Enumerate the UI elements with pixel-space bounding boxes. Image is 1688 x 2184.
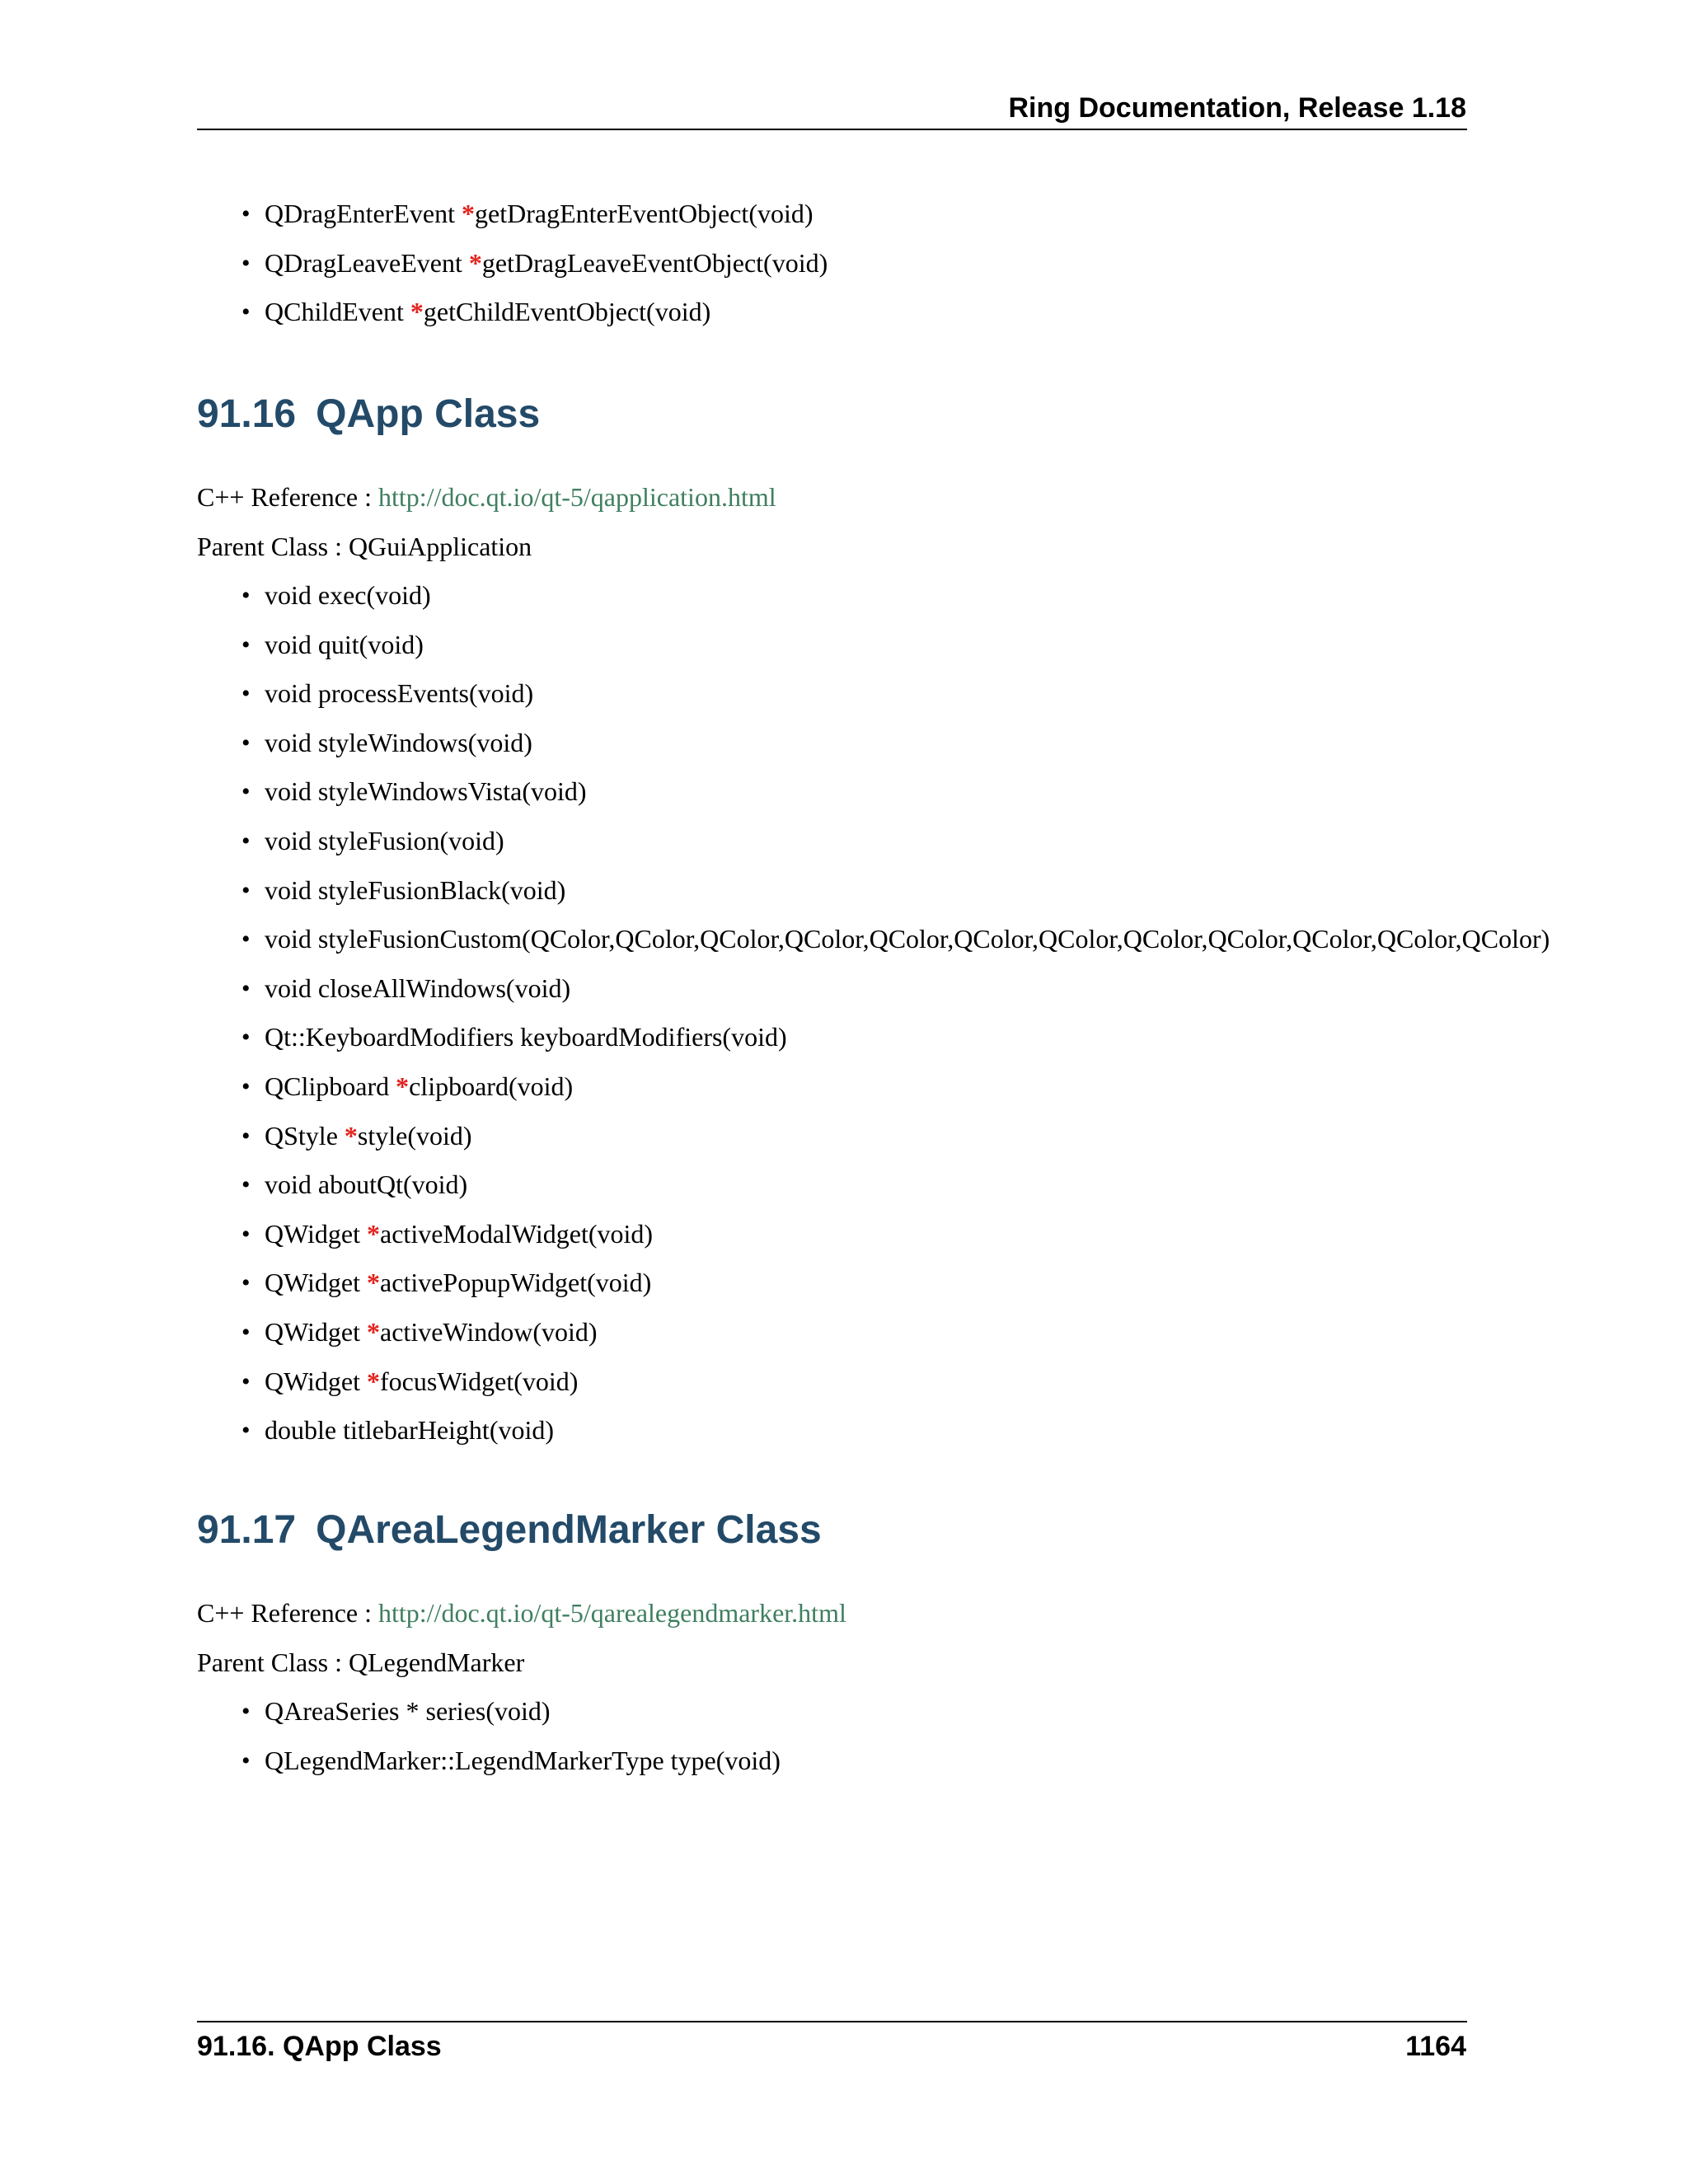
- method-signature: type(void): [670, 1745, 781, 1775]
- method-return-type: void: [265, 580, 312, 610]
- footer-section-title: 91.16. QApp Class: [197, 2031, 442, 2062]
- method-list-item: [241, 1160, 1550, 1210]
- method-signature: activeModalWidget(void): [380, 1218, 654, 1249]
- method-signature: titlebarHeight(void): [343, 1415, 555, 1446]
- method-signature: style(void): [357, 1120, 472, 1151]
- footer-divider: [197, 2021, 1467, 2022]
- cpp-reference-link[interactable]: http://doc.qt.io/qt-5/qapplication.html: [378, 482, 776, 512]
- method-list-item: [241, 1736, 781, 1786]
- method-list-item: [241, 1357, 1550, 1407]
- parent-class-label: Parent Class :: [197, 532, 342, 561]
- method-signature: exec(void): [317, 580, 431, 610]
- pointer-asterisk: *: [367, 1316, 381, 1347]
- method-signature: getDragLeaveEventObject(void): [481, 247, 828, 278]
- method-list-item: [241, 767, 1550, 817]
- method-return-type: QStyle: [265, 1120, 338, 1151]
- method-return-type: void: [265, 825, 312, 855]
- method-signature: keyboardModifiers(void): [520, 1022, 787, 1052]
- pointer-asterisk: *: [344, 1120, 358, 1151]
- method-return-type: void: [265, 924, 312, 954]
- method-list-item: [241, 964, 1550, 1014]
- method-list-item: [241, 1062, 1550, 1112]
- method-return-type: void: [265, 1169, 312, 1200]
- method-return-type: QLegendMarker::LegendMarkerType: [265, 1745, 664, 1775]
- method-signature: focusWidget(void): [380, 1366, 579, 1396]
- method-return-type: QChildEvent: [265, 297, 404, 327]
- method-return-type: void: [265, 972, 312, 1003]
- method-return-type: QClipboard: [265, 1071, 390, 1101]
- pointer-asterisk: *: [367, 1366, 381, 1396]
- section-number: 91.16: [197, 392, 297, 436]
- method-signature: styleFusion(void): [317, 825, 504, 855]
- method-list-item: [241, 1406, 1550, 1455]
- method-signature: aboutQt(void): [317, 1169, 468, 1200]
- cpp-reference-label: C++ Reference :: [197, 482, 372, 512]
- method-list-item: [241, 817, 1550, 866]
- method-signature: activePopupWidget(void): [380, 1268, 652, 1298]
- pointer-asterisk: *: [468, 247, 482, 278]
- method-list-item: [241, 669, 1550, 719]
- qarealegendmarker-method-list: [241, 1687, 781, 1785]
- method-return-type: QWidget: [265, 1366, 361, 1396]
- parent-class-line: [197, 1646, 524, 1679]
- method-list-item: [241, 1687, 781, 1736]
- method-return-type: void: [265, 678, 312, 709]
- method-list-item: [241, 866, 1550, 916]
- method-list-item: [241, 621, 1550, 670]
- method-return-type: QAreaSeries: [265, 1696, 400, 1726]
- method-signature: styleFusionCustom(QColor,QColor,QColor,QColor,QColor,QColor,QColor,QColor,QColor,QColor,QColor,QColor): [317, 924, 1550, 954]
- method-list-item: [241, 719, 1550, 768]
- cpp-reference-link[interactable]: http://doc.qt.io/qt-5/qarealegendmarker.html: [378, 1598, 846, 1628]
- section-title: QAreaLegendMarker Class: [316, 1508, 822, 1552]
- cpp-reference-line: [197, 1596, 846, 1629]
- cpp-reference-line: [197, 480, 776, 513]
- method-signature: * series(void): [406, 1696, 551, 1726]
- cpp-reference-label: C++ Reference :: [197, 1598, 372, 1628]
- intro-method-list: [241, 190, 828, 337]
- pointer-asterisk: *: [410, 297, 424, 327]
- method-list-item: [241, 190, 828, 239]
- method-list-item: [241, 915, 1550, 964]
- pointer-asterisk: *: [367, 1268, 381, 1298]
- footer-page-number: 1164: [1405, 2031, 1466, 2062]
- method-signature: styleWindows(void): [317, 727, 532, 757]
- method-return-type: void: [265, 629, 312, 659]
- method-return-type: void: [265, 874, 312, 905]
- method-signature: styleWindowsVista(void): [317, 776, 587, 807]
- method-return-type: void: [265, 727, 312, 757]
- qapp-method-list: [241, 571, 1550, 1455]
- method-list-item: [241, 571, 1550, 621]
- section-number: 91.17: [197, 1508, 297, 1552]
- parent-class-name: QGuiApplication: [348, 532, 532, 561]
- parent-class-name: QLegendMarker: [348, 1647, 525, 1677]
- section-heading-qapp: [197, 391, 540, 438]
- method-return-type: QWidget: [265, 1218, 361, 1249]
- page-header-title: Ring Documentation, Release 1.18: [1008, 92, 1466, 124]
- method-list-item: [241, 1308, 1550, 1357]
- method-signature: quit(void): [317, 629, 424, 659]
- method-return-type: QDragLeaveEvent: [265, 247, 462, 278]
- method-signature: getChildEventObject(void): [423, 297, 711, 327]
- method-signature: closeAllWindows(void): [317, 972, 571, 1003]
- method-list-item: [241, 1258, 1550, 1308]
- method-list-item: [241, 1210, 1550, 1259]
- method-list-item: [241, 239, 828, 288]
- section-heading-qarealegendmarker: [197, 1507, 822, 1554]
- method-list-item: [241, 1013, 1550, 1062]
- pointer-asterisk: *: [367, 1218, 381, 1249]
- parent-class-label: Parent Class :: [197, 1647, 342, 1677]
- header-divider: [197, 129, 1467, 130]
- method-signature: getDragEnterEventObject(void): [475, 199, 814, 228]
- pointer-asterisk: *: [462, 199, 476, 228]
- method-return-type: void: [265, 776, 312, 807]
- method-return-type: Qt::KeyboardModifiers: [265, 1022, 514, 1052]
- method-list-item: [241, 288, 828, 337]
- parent-class-line: [197, 530, 532, 563]
- method-return-type: double: [265, 1415, 337, 1446]
- method-signature: styleFusionBlack(void): [317, 874, 566, 905]
- pointer-asterisk: *: [396, 1071, 410, 1101]
- method-return-type: QWidget: [265, 1316, 361, 1347]
- section-title: QApp Class: [316, 392, 541, 436]
- method-signature: processEvents(void): [317, 678, 534, 709]
- method-return-type: QDragEnterEvent: [265, 199, 456, 228]
- method-return-type: QWidget: [265, 1268, 361, 1298]
- method-signature: clipboard(void): [409, 1071, 574, 1101]
- method-signature: activeWindow(void): [380, 1316, 598, 1347]
- method-list-item: [241, 1112, 1550, 1161]
